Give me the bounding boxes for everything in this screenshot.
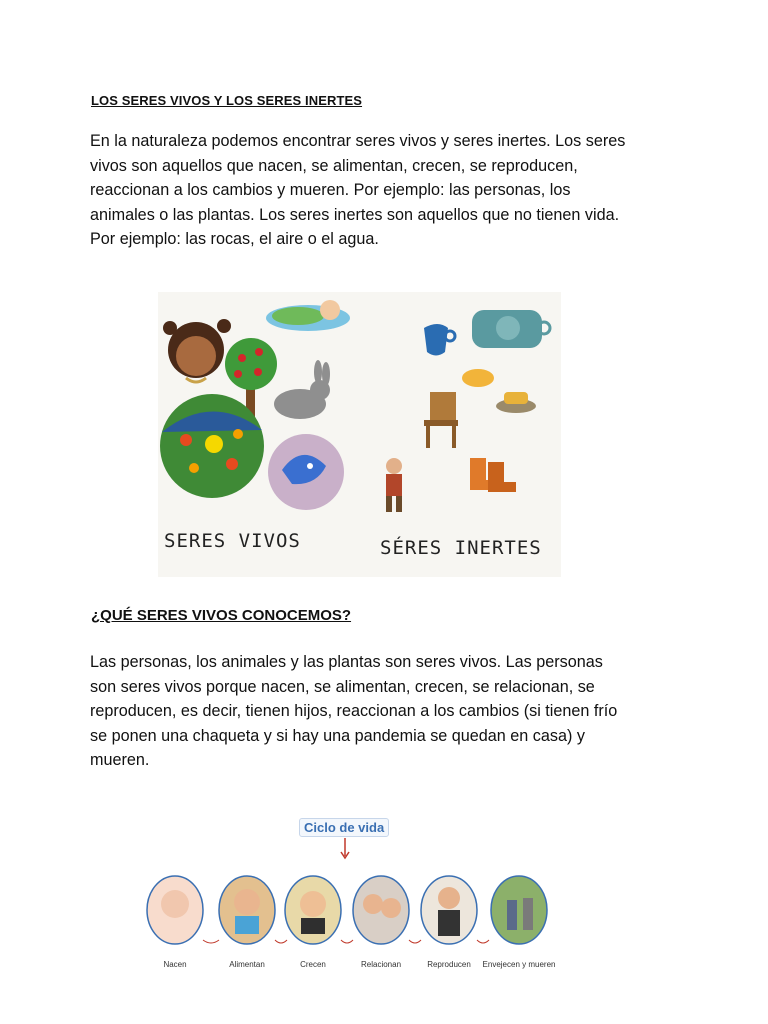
stage-portrait-envejecen: [491, 876, 547, 944]
girl-face-icon: [163, 319, 231, 382]
bird-icon: [268, 434, 344, 510]
stage-portrait-relacionan: [353, 876, 409, 944]
ciclo-de-vida-drawing: [145, 812, 557, 957]
ciclo-de-vida-illustration: [145, 812, 557, 974]
stage-label-nacen: Nacen: [163, 960, 187, 969]
section-heading-que-seres-vivos: ¿QUÉ SERES VIVOS CONOCEMOS?: [91, 607, 352, 624]
pitcher-icon: [424, 324, 455, 356]
flan-icon: [496, 392, 536, 413]
paragraph-line: se ponen una chaqueta y si hay una pandemia se quedan en casa) y: [90, 726, 585, 745]
section-heading-seres-vivos-inertes: LOS SERES VIVOS Y LOS SERES INERTES: [91, 93, 363, 108]
stage-portrait-reproducen: [421, 876, 477, 944]
paragraph-line: animales o las plantas. Los seres inertes son aquellos que no tienen vida.: [90, 205, 620, 224]
stage-label-alimentan: Alimentan: [229, 960, 265, 969]
paragraph-line: Por ejemplo: las rocas, el aire o el agua.: [90, 230, 379, 248]
stage-label-envejecen: Envejecen y mueren: [482, 960, 556, 969]
chair-icon: [424, 392, 458, 448]
stage-portrait-alimentan: [219, 876, 275, 944]
paragraph-line: vivos son aquellos que nacen, se alimentan, crecen, se reproducen,: [90, 156, 578, 175]
paragraph-line: mueren.: [90, 751, 150, 769]
label-seres-vivos: SERES VIVOS: [164, 530, 301, 552]
stage-label-relacionan: Relacionan: [360, 960, 402, 969]
paragraph-line: reproducen, es decir, tienen hijos, reaccionan a los cambios (si tienen frío: [90, 702, 618, 720]
paragraph-line: Las personas, los animales y las plantas son seres vivos. Las personas: [90, 653, 603, 671]
label-seres-inertes: SÉRES INERTES: [380, 537, 542, 559]
bread-icon: [462, 369, 494, 387]
stage-portrait-crecen: [285, 876, 341, 944]
paragraph-line: son seres vivos porque nacen, se alimentan, crecen, se relacionan, se: [90, 677, 595, 696]
paragraph-line: reaccionan a los cambios y mueren. Por ejemplo: las personas, los: [90, 181, 571, 199]
telephone-icon: [472, 310, 550, 348]
stage-label-reproducen: Reproducen: [427, 960, 471, 969]
baby-icon: [266, 300, 350, 331]
stage-label-crecen: Crecen: [300, 960, 326, 969]
seres-vivos-inertes-illustration: [158, 292, 561, 577]
ciclo-de-vida-title: Ciclo de vida: [299, 818, 389, 837]
personas-paragraph: [90, 650, 690, 773]
paragraph-line: En la naturaleza podemos encontrar seres vivos y seres inertes. Los seres: [90, 132, 626, 150]
stage-portrait-nacen: [147, 876, 203, 944]
puppet-icon: [386, 458, 402, 512]
flower-meadow-icon: [160, 394, 264, 498]
intro-paragraph: [90, 129, 690, 252]
boots-icon: [470, 458, 516, 492]
rabbit-icon: [274, 360, 330, 419]
